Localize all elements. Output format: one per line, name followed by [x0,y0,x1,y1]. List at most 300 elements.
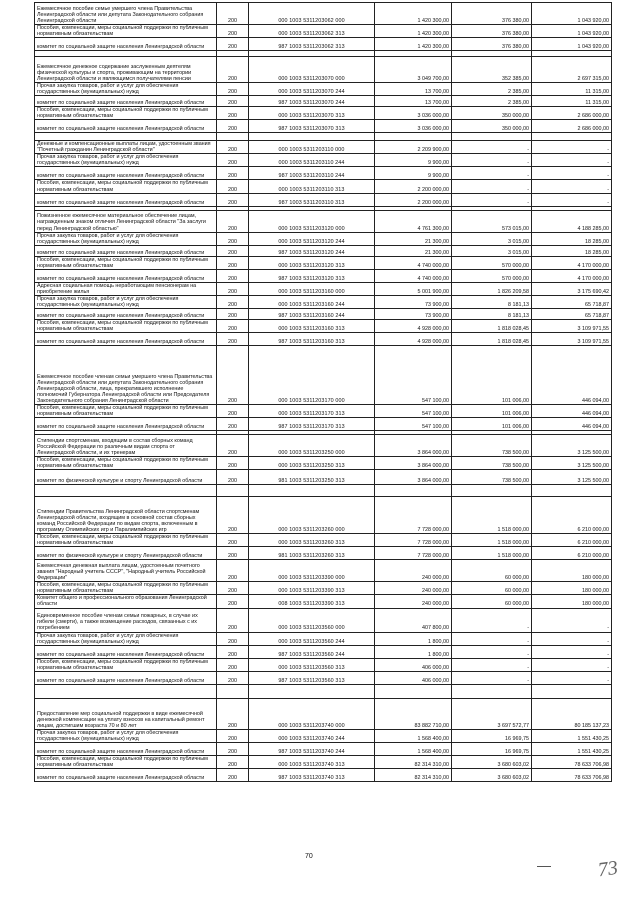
row-line-code: 200 [217,269,249,282]
row-line-code: 200 [217,193,249,206]
table-row [35,698,612,729]
row-name: комитет по социальной защите населения Ленинградской области [35,768,217,781]
row-executed-amount: 376 380,00 [452,3,532,25]
table-row [35,645,612,658]
table-row [35,333,612,346]
row-classification-code: 987 1003 5311203740 313 [249,768,375,781]
row-name: Прочая закупка товаров, работ и услуг для обеспечения государственных (муниципальных) нужд [35,83,217,96]
row-approved-amount: 4 761 300,00 [375,210,452,232]
row-approved-amount: 13 700,00 [375,96,452,107]
row-name: Пособия, компенсации, меры социальной поддержки по публичным нормативным обязательствам [35,534,217,547]
row-remaining-amount: 1 043 920,00 [532,25,612,38]
row-executed-amount: 1 518 000,00 [452,534,532,547]
spacer-cell [375,684,452,698]
spacer-cell [452,133,532,141]
row-remaining-amount: 1 551 430,25 [532,742,612,755]
row-remaining-amount: 6 210 000,00 [532,547,612,560]
table-row [35,256,612,269]
row-approved-amount: 73 900,00 [375,295,452,308]
row-remaining-amount: 1 043 920,00 [532,38,612,51]
row-classification-code: 987 1003 5311203110 313 [249,193,375,206]
table-row [35,470,612,485]
row-name: Пособия, компенсации, меры социальной поддержки по публичным нормативным обязательствам [35,319,217,332]
row-line-code: 200 [217,180,249,193]
table-row [35,608,612,632]
row-classification-code: 000 1003 5311203170 000 [249,346,375,405]
row-classification-code: 000 1003 5311203560 000 [249,608,375,632]
row-executed-amount: - [452,608,532,632]
row-approved-amount: 4 740 000,00 [375,256,452,269]
row-remaining-amount: 3 109 971,55 [532,333,612,346]
row-remaining-amount: - [532,608,612,632]
row-approved-amount: 21 300,00 [375,232,452,245]
row-approved-amount: 547 100,00 [375,346,452,405]
table-row [35,308,612,319]
row-executed-amount: 2 385,00 [452,96,532,107]
table-row [35,560,612,582]
row-remaining-amount: 180 000,00 [532,582,612,595]
row-classification-code: 000 1003 5311203260 000 [249,497,375,534]
table-row [35,232,612,245]
row-line-code: 200 [217,3,249,25]
row-executed-amount: 1 818 028,45 [452,319,532,332]
row-classification-code: 987 1003 5311203070 244 [249,96,375,107]
row-executed-amount: 60 000,00 [452,560,532,582]
row-executed-amount: - [452,632,532,645]
row-line-code: 200 [217,457,249,470]
row-approved-amount: 2 200 000,00 [375,180,452,193]
row-name: Прочая закупка товаров, работ и услуг для обеспечения государственных (муниципальных) нужд [35,295,217,308]
row-approved-amount: 3 049 700,00 [375,57,452,83]
row-line-code: 200 [217,470,249,485]
row-executed-amount: - [452,167,532,180]
row-name: комитет по социальной защите населения Ленинградской области [35,418,217,431]
row-line-code: 200 [217,38,249,51]
row-remaining-amount: 78 633 706,98 [532,755,612,768]
row-name: комитет по социальной защите населения Ленинградской области [35,167,217,180]
row-executed-amount: - [452,141,532,154]
row-approved-amount: 1 420 300,00 [375,3,452,25]
row-executed-amount: 376 380,00 [452,38,532,51]
row-executed-amount: 1 518 000,00 [452,547,532,560]
row-approved-amount: 240 000,00 [375,595,452,608]
row-approved-amount: 1 800,00 [375,632,452,645]
row-name: Стипендии спортсменам, входящим в состав сборных команд Российской Федерации по различным видам спорта от Ленинградской области, и их тренерам [35,435,217,457]
table-row [35,167,612,180]
row-approved-amount: 7 728 000,00 [375,534,452,547]
row-classification-code: 000 1003 5311203120 000 [249,210,375,232]
table-row [35,742,612,755]
row-executed-amount: 3 697 572,77 [452,698,532,729]
row-remaining-amount: 1 551 430,25 [532,729,612,742]
row-classification-code: 000 1003 5311203110 244 [249,154,375,167]
row-executed-amount: 573 015,00 [452,210,532,232]
row-name: комитет по социальной защите населения Ленинградской области [35,269,217,282]
row-name: комитет по физической культуре и спорту Ленинградской области [35,470,217,485]
row-name: Денежные и компенсационные выплаты лицам, удостоенным звания "Почетный гражданин Ленинградской области" [35,141,217,154]
row-approved-amount: 240 000,00 [375,560,452,582]
spacer-cell [249,133,375,141]
row-executed-amount: 60 000,00 [452,595,532,608]
row-classification-code: 987 1003 5311203560 313 [249,671,375,684]
row-line-code: 200 [217,608,249,632]
table-row [35,547,612,560]
table-row [35,180,612,193]
row-classification-code: 000 1003 5311203160 313 [249,319,375,332]
row-approved-amount: 1 420 300,00 [375,25,452,38]
row-executed-amount: 2 385,00 [452,83,532,96]
row-line-code: 200 [217,755,249,768]
row-line-code: 200 [217,107,249,120]
spacer-cell [249,684,375,698]
row-executed-amount: 1 826 209,58 [452,282,532,295]
row-line-code: 200 [217,497,249,534]
row-line-code: 200 [217,405,249,418]
row-executed-amount: - [452,154,532,167]
row-approved-amount: 1 568 400,00 [375,729,452,742]
row-line-code: 200 [217,333,249,346]
row-approved-amount: 240 000,00 [375,582,452,595]
table-row [35,107,612,120]
row-name: Прочая закупка товаров, работ и услуг для обеспечения государственных (муниципальных) нужд [35,729,217,742]
row-remaining-amount: 180 000,00 [532,595,612,608]
row-approved-amount: 406 000,00 [375,658,452,671]
table-row [35,632,612,645]
spacer-cell [452,485,532,497]
row-name: Ежемесячное пособие членам семьи умершего члена Правительства Ленинградской области или депутата Законодательного собрания Ленинградской области, лица, прекратившего исполнение полномочий Губернатора Ленинградской области или Председателя Законодательного собрания Ленинградской области [35,346,217,405]
row-remaining-amount: 446 094,00 [532,418,612,431]
row-classification-code: 008 1003 5311203390 313 [249,595,375,608]
row-approved-amount: 547 100,00 [375,405,452,418]
row-name: комитет по социальной защите населения Ленинградской области [35,38,217,51]
row-line-code: 200 [217,671,249,684]
row-name: Прочая закупка товаров, работ и услуг для обеспечения государственных (муниципальных) нужд [35,154,217,167]
row-executed-amount: 376 380,00 [452,25,532,38]
row-line-code: 200 [217,319,249,332]
row-line-code: 200 [217,154,249,167]
row-line-code: 200 [217,658,249,671]
row-executed-amount: 1 818 028,45 [452,333,532,346]
row-executed-amount: 3 680 603,02 [452,768,532,781]
pen-mark [537,866,551,867]
row-classification-code: 987 1003 5311203160 244 [249,308,375,319]
row-classification-code: 987 1003 5311203070 313 [249,120,375,133]
table-row [35,25,612,38]
row-classification-code: 000 1003 5311203110 000 [249,141,375,154]
row-approved-amount: 5 001 900,00 [375,282,452,295]
row-executed-amount: 350 000,00 [452,120,532,133]
row-classification-code: 987 1003 5311203740 244 [249,742,375,755]
table-row [35,120,612,133]
row-line-code: 200 [217,418,249,431]
row-remaining-amount: 65 718,87 [532,308,612,319]
row-remaining-amount: 4 170 000,00 [532,256,612,269]
row-approved-amount: 83 882 710,00 [375,698,452,729]
table-row [35,405,612,418]
row-line-code: 200 [217,547,249,560]
row-name: Прочая закупка товаров, работ и услуг для обеспечения государственных (муниципальных) нужд [35,632,217,645]
row-line-code: 200 [217,729,249,742]
row-remaining-amount: 78 633 706,98 [532,768,612,781]
row-spacer [35,485,612,497]
row-approved-amount: 13 700,00 [375,83,452,96]
row-line-code: 200 [217,534,249,547]
row-approved-amount: 9 900,00 [375,154,452,167]
row-name: Стипендии Правительства Ленинградской области спортсменам Ленинградской области, входящим в основной состав сборных команд Российской Федерации по видам спорта, включенным в программу Олимпийских игр и Паралимпийских игр [35,497,217,534]
row-executed-amount: - [452,658,532,671]
row-classification-code: 000 1003 5311203740 313 [249,755,375,768]
row-name: комитет по социальной защите населения Ленинградской области [35,671,217,684]
row-executed-amount: 570 000,00 [452,269,532,282]
row-executed-amount: 8 181,13 [452,295,532,308]
row-classification-code: 000 1003 5311203170 313 [249,405,375,418]
row-executed-amount: 738 500,00 [452,470,532,485]
row-approved-amount: 21 300,00 [375,245,452,256]
row-name: комитет по социальной защите населения Ленинградской области [35,742,217,755]
row-approved-amount: 4 928 000,00 [375,319,452,332]
row-line-code: 200 [217,632,249,645]
table-row [35,729,612,742]
row-remaining-amount: 3 109 971,55 [532,319,612,332]
row-classification-code: 000 1003 5311203260 313 [249,534,375,547]
row-name: Единовременное пособие членам семьи пожарных, в случае их гибели (смерти), а также возмещение расходов, связанных с их погребением [35,608,217,632]
row-line-code: 200 [217,768,249,781]
table-row [35,595,612,608]
row-classification-code: 000 1003 5311203390 000 [249,560,375,582]
row-executed-amount: 101 006,00 [452,346,532,405]
row-line-code: 200 [217,256,249,269]
spacer-cell [217,684,249,698]
row-name: Предоставление мер социальной поддержки в виде ежемесячной денежной компенсации на уплату взносов на капитальный ремонт лицам, достигшим возраста 70 и 80 лет [35,698,217,729]
row-line-code: 200 [217,25,249,38]
row-remaining-amount: 3 125 500,00 [532,435,612,457]
row-classification-code: 000 1003 5311203560 313 [249,658,375,671]
row-classification-code: 000 1003 5311203070 000 [249,57,375,83]
table-row [35,141,612,154]
row-executed-amount: 8 181,13 [452,308,532,319]
table-row [35,497,612,534]
row-classification-code: 000 1003 5311203070 313 [249,107,375,120]
row-approved-amount: 4 928 000,00 [375,333,452,346]
row-line-code: 200 [217,232,249,245]
row-name: Пособия, компенсации, меры социальной поддержки по публичным нормативным обязательствам [35,180,217,193]
table-row [35,245,612,256]
row-name: комитет по физической культуре и спорту Ленинградской области [35,547,217,560]
row-remaining-amount: 2 686 000,00 [532,107,612,120]
table-row [35,319,612,332]
row-line-code: 200 [217,245,249,256]
row-remaining-amount: - [532,167,612,180]
table-row [35,435,612,457]
row-remaining-amount: 80 185 137,23 [532,698,612,729]
row-name: Адресная социальная помощь неработающим пенсионерам на приобретение жилья [35,282,217,295]
row-approved-amount: 7 728 000,00 [375,547,452,560]
row-name: Пособия, компенсации, меры социальной поддержки по публичным нормативным обязательствам [35,107,217,120]
row-name: Пособия, компенсации, меры социальной поддержки по публичным нормативным обязательствам [35,405,217,418]
table-row [35,96,612,107]
row-remaining-amount: 4 170 000,00 [532,269,612,282]
spacer-cell [217,485,249,497]
row-classification-code: 987 1003 5311203170 313 [249,418,375,431]
row-approved-amount: 547 100,00 [375,418,452,431]
row-line-code: 200 [217,167,249,180]
row-classification-code: 000 1003 5311203250 000 [249,435,375,457]
row-remaining-amount: - [532,671,612,684]
row-classification-code: 987 1003 5311203120 313 [249,269,375,282]
row-executed-amount: 101 006,00 [452,405,532,418]
spacer-cell [452,684,532,698]
row-line-code: 200 [217,57,249,83]
row-remaining-amount: 1 043 920,00 [532,3,612,25]
row-name: Прочая закупка товаров, работ и услуг для обеспечения государственных (муниципальных) нужд [35,232,217,245]
row-executed-amount: 3 015,00 [452,245,532,256]
row-remaining-amount: - [532,645,612,658]
row-executed-amount: 570 000,00 [452,256,532,269]
row-remaining-amount: 446 094,00 [532,405,612,418]
table-row [35,57,612,83]
row-line-code: 200 [217,698,249,729]
row-remaining-amount: - [532,154,612,167]
row-remaining-amount: 3 125 500,00 [532,470,612,485]
spacer-cell [532,133,612,141]
row-classification-code: 987 1003 5311203062 313 [249,38,375,51]
row-remaining-amount: - [532,193,612,206]
row-approved-amount: 3 864 000,00 [375,435,452,457]
row-classification-code: 000 1003 5311203250 313 [249,457,375,470]
row-remaining-amount: 3 175 690,42 [532,282,612,295]
row-classification-code: 000 1003 5311203160 244 [249,295,375,308]
row-remaining-amount: 6 210 000,00 [532,534,612,547]
row-remaining-amount: 6 210 000,00 [532,497,612,534]
row-approved-amount: 3 036 000,00 [375,120,452,133]
row-executed-amount: - [452,180,532,193]
row-classification-code: 000 1003 5311203110 313 [249,180,375,193]
page-number: 70 [305,853,313,860]
row-remaining-amount: - [532,180,612,193]
row-name: комитет по социальной защите населения Ленинградской области [35,120,217,133]
row-name: Ежемесячное пособие семье умершего члена Правительства Ленинградской области или депутата Законодательного собрания Ленинградской области [35,3,217,25]
row-line-code: 200 [217,308,249,319]
row-executed-amount: 16 969,75 [452,729,532,742]
row-classification-code: 987 1003 5311203160 313 [249,333,375,346]
row-approved-amount: 82 314 310,00 [375,755,452,768]
row-classification-code: 000 1003 5311203740 000 [249,698,375,729]
row-line-code: 200 [217,282,249,295]
row-remaining-amount: 4 188 285,00 [532,210,612,232]
row-approved-amount: 82 314 310,00 [375,768,452,781]
table-row [35,755,612,768]
row-name: Пособия, компенсации, меры социальной поддержки по публичным нормативным обязательствам [35,256,217,269]
row-remaining-amount: 2 686 000,00 [532,120,612,133]
row-name: комитет по социальной защите населения Ленинградской области [35,245,217,256]
row-executed-amount: - [452,645,532,658]
spacer-cell [217,133,249,141]
spacer-cell [35,485,217,497]
row-name: Пожизненное ежемесячное материальное обеспечение лицам, награжденным знаком отличия Ленинградской области "За заслуги перед Ленинградской областью" [35,210,217,232]
row-approved-amount: 3 036 000,00 [375,107,452,120]
row-name: Пособия, компенсации, меры социальной поддержки по публичным нормативным обязательствам [35,25,217,38]
row-line-code: 200 [217,582,249,595]
row-remaining-amount: 11 315,00 [532,83,612,96]
handwritten-page-stamp: 73 [596,856,620,882]
row-name: Ежемесячное денежное содержание заслуженным деятелям физической культуры и спорта, проживающим на территории Ленинградской области и являющимся получателями пенсии [35,57,217,83]
row-line-code: 200 [217,295,249,308]
table-row [35,534,612,547]
row-classification-code: 000 1003 5311203160 000 [249,282,375,295]
row-line-code: 200 [217,210,249,232]
row-line-code: 200 [217,346,249,405]
table-row [35,269,612,282]
row-line-code: 200 [217,742,249,755]
row-spacer [35,133,612,141]
row-name: комитет по социальной защите населения Ленинградской области [35,645,217,658]
row-name: комитет по социальной защите населения Ленинградской области [35,193,217,206]
row-executed-amount: 101 006,00 [452,418,532,431]
row-classification-code: 000 1003 5311203062 313 [249,25,375,38]
row-approved-amount: 406 000,00 [375,671,452,684]
row-name: Комитет общего и профессионального образования Ленинградской области [35,595,217,608]
row-line-code: 200 [217,560,249,582]
row-classification-code: 000 1003 5311203560 244 [249,632,375,645]
row-remaining-amount: 18 285,00 [532,232,612,245]
table-row [35,210,612,232]
row-approved-amount: 4 740 000,00 [375,269,452,282]
row-approved-amount: 2 209 900,00 [375,141,452,154]
row-executed-amount: 16 969,75 [452,742,532,755]
table-row [35,154,612,167]
table-row [35,418,612,431]
row-remaining-amount: 446 094,00 [532,346,612,405]
table-row [35,671,612,684]
row-executed-amount: 738 500,00 [452,435,532,457]
row-classification-code: 000 1003 5311203070 244 [249,83,375,96]
row-executed-amount: 3 015,00 [452,232,532,245]
row-line-code: 200 [217,435,249,457]
row-approved-amount: 3 864 000,00 [375,457,452,470]
budget-execution-table [34,2,612,782]
row-approved-amount: 1 420 300,00 [375,38,452,51]
row-classification-code: 000 1003 5311203740 244 [249,729,375,742]
table-row [35,83,612,96]
row-classification-code: 987 1003 5311203560 244 [249,645,375,658]
row-line-code: 200 [217,96,249,107]
row-classification-code: 000 1003 5311203390 313 [249,582,375,595]
table-row [35,38,612,51]
row-name: комитет по социальной защите населения Ленинградской области [35,333,217,346]
table-row [35,768,612,781]
row-executed-amount: 3 680 603,02 [452,755,532,768]
row-name: комитет по социальной защите населения Ленинградской области [35,96,217,107]
row-remaining-amount: - [532,632,612,645]
row-classification-code: 987 1003 5311203110 244 [249,167,375,180]
row-remaining-amount: 2 697 315,00 [532,57,612,83]
row-line-code: 200 [217,645,249,658]
table-row [35,3,612,25]
row-remaining-amount: 11 315,00 [532,96,612,107]
row-classification-code: 981 1003 5311203260 313 [249,547,375,560]
row-line-code: 200 [217,120,249,133]
budget-table-container [34,2,611,782]
row-approved-amount: 3 864 000,00 [375,470,452,485]
row-spacer [35,684,612,698]
row-remaining-amount: 65 718,87 [532,295,612,308]
table-row [35,582,612,595]
spacer-cell [375,133,452,141]
row-name: Пособия, компенсации, меры социальной поддержки по публичным нормативным обязательствам [35,755,217,768]
row-approved-amount: 407 800,00 [375,608,452,632]
row-approved-amount: 9 900,00 [375,167,452,180]
spacer-cell [532,485,612,497]
